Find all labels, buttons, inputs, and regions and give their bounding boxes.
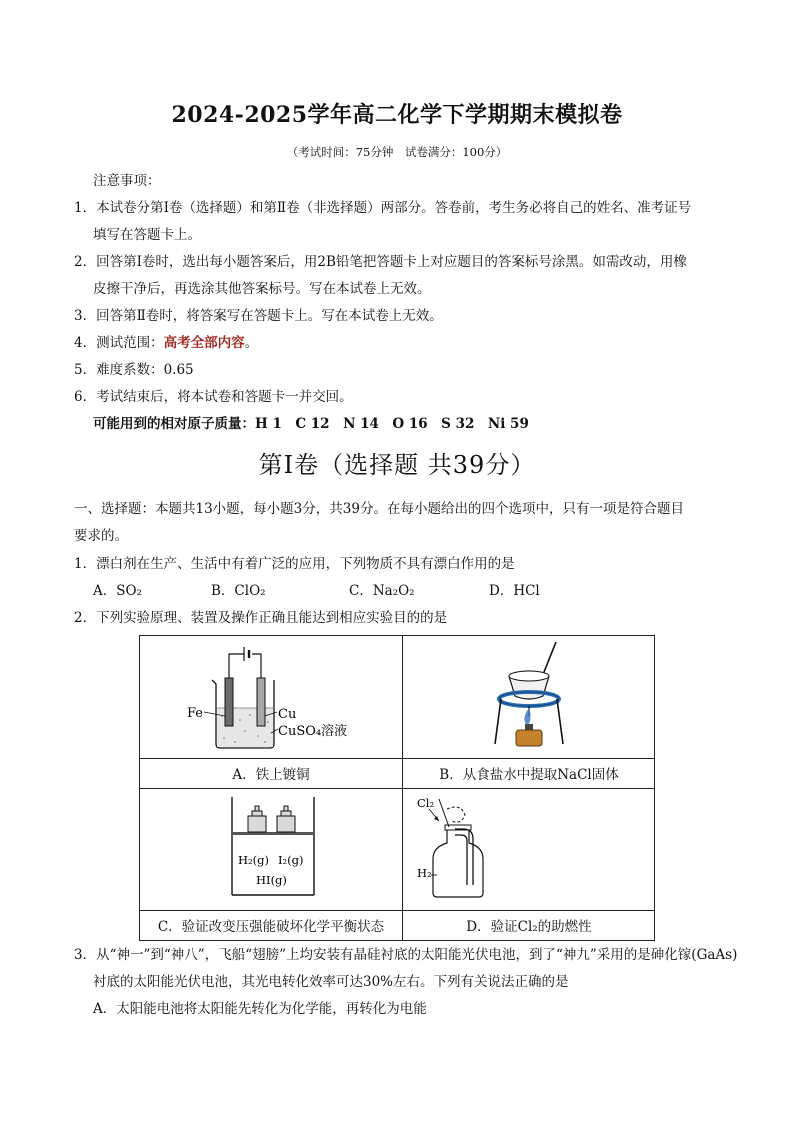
apparatus-a-cell [140, 636, 402, 758]
section-title: 第Ⅰ卷（选择题 共39分） [258, 451, 536, 479]
q1-option-c[interactable]: C．Na₂O₂ [349, 583, 415, 599]
label-fe: Fe [187, 706, 204, 721]
atomic-masses: 可能用到的相对原子质量：H 1 C 12 N 14 O 16 S 32 Ni 59 [93, 416, 529, 432]
note-1-line-2: 填写在答题卡上。 [93, 227, 201, 243]
question-1-stem: 1．漂白剂在生产、生活中有着广泛的应用，下列物质不具有漂白作用的是 [74, 556, 515, 572]
label-i2g: I₂(g) [278, 853, 304, 867]
equilibrium-diagram [140, 789, 402, 910]
apparatus-d-cell [403, 789, 655, 910]
note-3: 3．回答第Ⅱ卷时，将答案写在答题卡上。写在本试卷上无效。 [74, 308, 443, 324]
electroplating-diagram [140, 636, 402, 758]
q1-option-a[interactable]: A．SO₂ [93, 583, 142, 599]
question-3-stem-line-2: 衬底的太阳能光伏电池，其光电转化效率可达30%左右。下列有关说法正确的是 [93, 974, 569, 990]
instruction-line-1: 一、选择题：本题共13小题，每小题3分，共39分。在每小题给出的四个选项中，只有一项是符合题目 [74, 501, 684, 517]
notice-heading: 注意事项： [93, 173, 161, 189]
question-2-stem: 2．下列实验原理、装置及操作正确且能达到相应实验目的的是 [74, 610, 448, 626]
experiment-table [139, 635, 655, 941]
test-scope: 高考全部内容 [163, 335, 245, 351]
note-2-line-2: 皮擦干净后，再选涂其他答案标号。写在本试卷上无效。 [93, 281, 431, 297]
note-4-suffix: 。 [244, 335, 259, 351]
note-2-line-1: 2．回答第Ⅰ卷时，选出每小题答案后，用2B铅笔把答题卡上对应题目的答案标号涂黑。如需改动，用橡 [74, 254, 687, 270]
apparatus-c-cell [140, 789, 402, 910]
caption-b: B．从食盐水中提取NaCl固体 [439, 767, 619, 783]
note-4 [74, 334, 258, 352]
q1-option-b[interactable]: B．ClO₂ [211, 583, 266, 599]
label-hig: HI(g) [256, 873, 287, 887]
evaporation-diagram [403, 636, 655, 758]
label-cu: Cu [278, 707, 297, 722]
caption-a: A．铁上镀铜 [232, 767, 310, 783]
q3-option-a[interactable]: A．太阳能电池将太阳能先转化为化学能，再转化为电能 [93, 1001, 427, 1017]
label-cl2: Cl₂ [417, 796, 435, 810]
question-1-options [93, 582, 540, 600]
caption-d: D．验证Cl₂的助燃性 [466, 919, 592, 935]
label-cuso4: CuSO₄溶液 [278, 724, 348, 739]
page-title: 2024-2025学年高二化学下学期期末模拟卷 [171, 102, 623, 128]
q1-option-d[interactable]: D．HCl [489, 583, 540, 599]
note-1-line-1: 1．本试卷分第Ⅰ卷（选择题）和第Ⅱ卷（非选择题）两部分。答卷前，考生务必将自己的姓名、准考证号 [74, 200, 692, 216]
label-h2: H₂ [417, 866, 432, 880]
question-3-stem-line-1: 3．从“神一”到“神八”，飞船“翅膀”上均安装有晶硅衬底的太阳能光伏电池，到了“神九”采用的是砷化镓(GaAs) [74, 947, 738, 963]
table-divider-3 [140, 910, 654, 911]
note-5: 5．难度系数：0.65 [74, 362, 194, 378]
instruction-line-2: 要求的。 [74, 528, 128, 544]
exam-info: （考试时间：75分钟 试卷满分：100分） [286, 145, 508, 159]
label-h2g: H₂(g) [238, 853, 269, 867]
note-6: 6．考试结束后，将本试卷和答题卡一并交回。 [74, 389, 353, 405]
chlorine-combustion-diagram [403, 789, 655, 910]
note-4-prefix: 4．测试范围： [74, 335, 164, 351]
caption-c: C．验证改变压强能破坏化学平衡状态 [157, 919, 385, 935]
table-divider-1 [140, 758, 654, 759]
apparatus-b-cell [403, 636, 655, 758]
